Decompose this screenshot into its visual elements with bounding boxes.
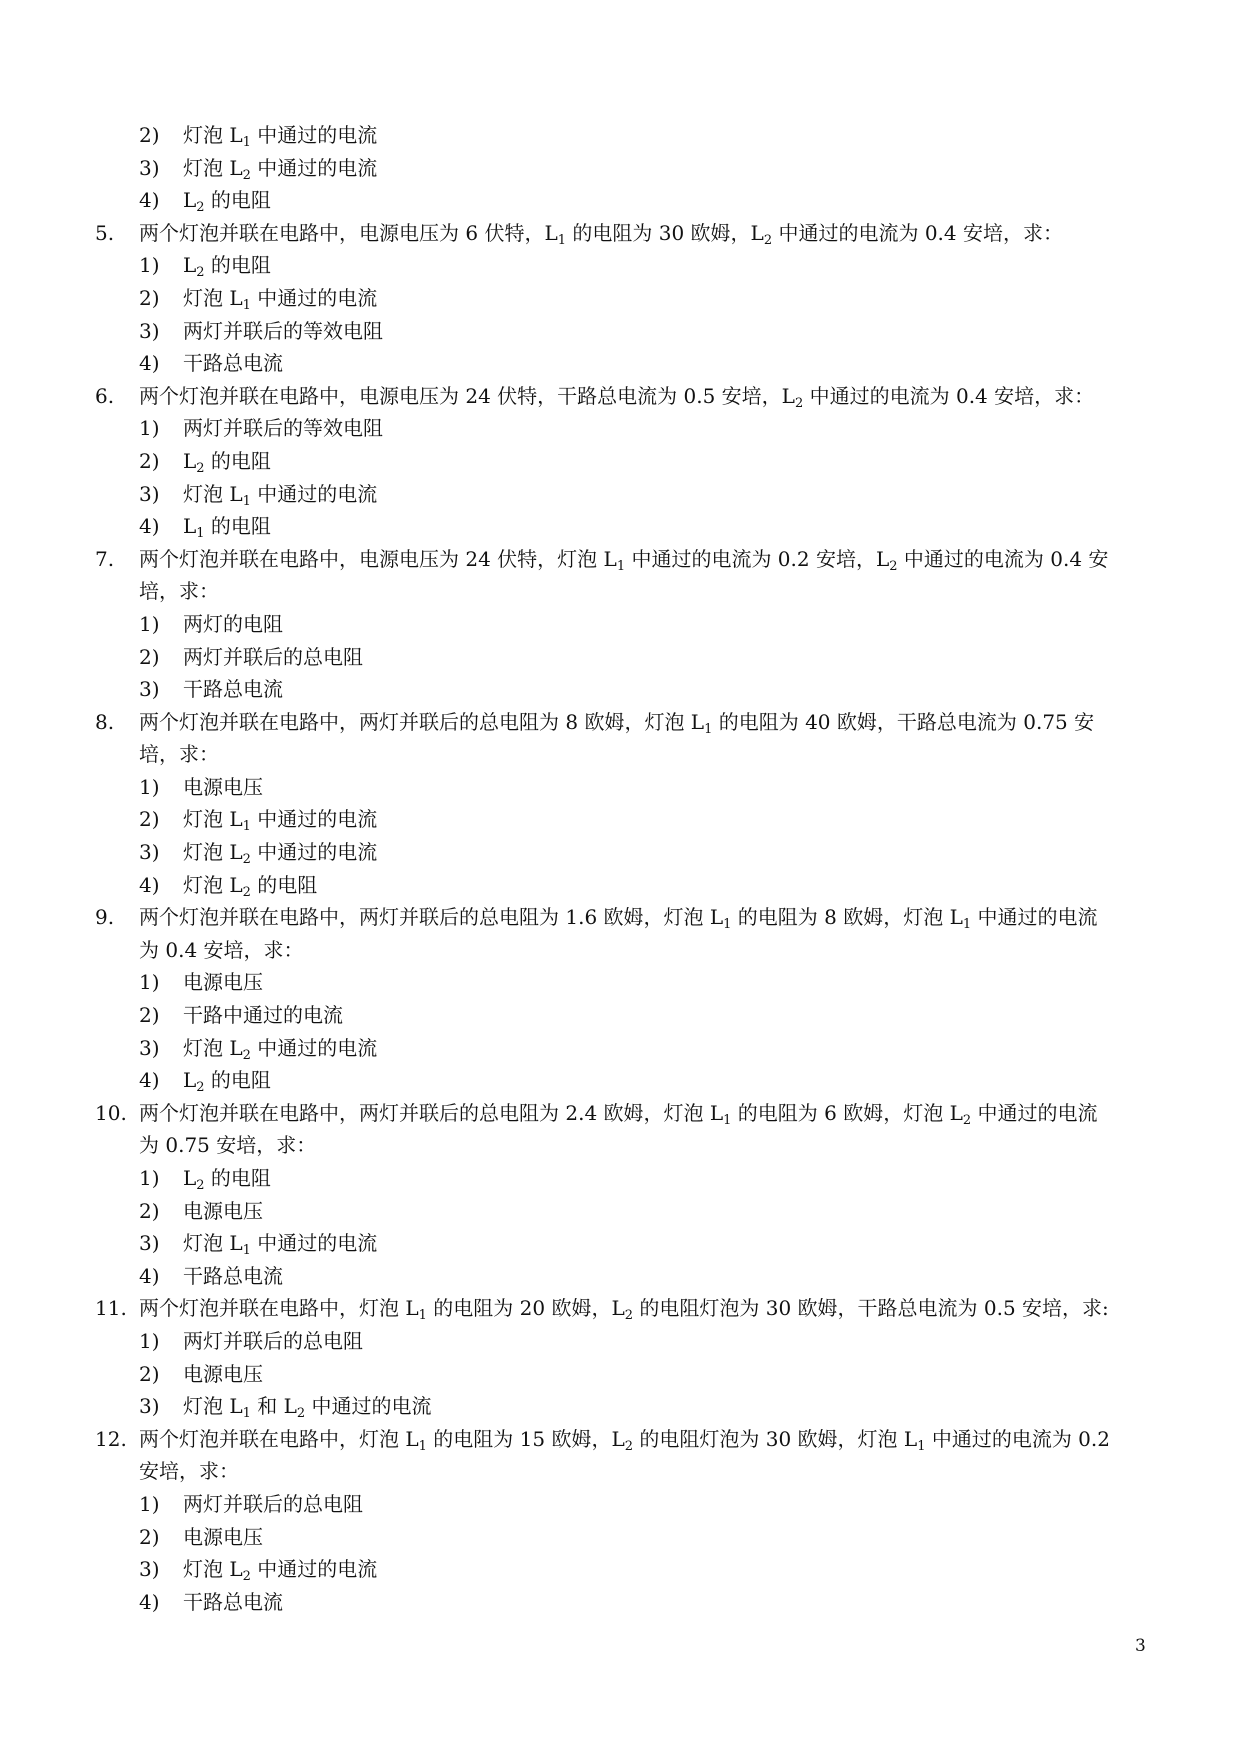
problem-11 xyxy=(95,1292,1150,1422)
problem-number: 11. xyxy=(95,1296,127,1321)
problem-number: 6. xyxy=(95,383,115,408)
problem-statement: 6. 两个灯泡并联在电路中，电源电压为 24 伏特，干路总电流为 0.5 安培，$L_2$ 中通过的电流为 0.4 安培，求： xyxy=(95,380,1150,413)
list-item: 3) 两灯并联后的等效电阻 xyxy=(139,318,383,343)
problem-statement: 10. 两个灯泡并联在电路中，两灯并联后的总电阻为 2.4 欧姆，灯泡 $L_1$ 的电阻为 6 欧姆，灯泡 $L_2$ 中通过的电流 xyxy=(95,1097,1150,1130)
list-item: 4) 干路总电流 xyxy=(139,351,283,376)
list-item: 1) 电源电压 xyxy=(139,774,263,799)
list-item: 3) 灯泡 $L_1$ 中通过的电流 xyxy=(139,481,378,509)
problem-statement: 5. 两个灯泡并联在电路中，电源电压为 6 伏特，$L_1$ 的电阻为 30 欧姆，$L_2$ 中通过的电流为 0.4 安培，求： xyxy=(95,217,1150,250)
list-item: 3) 灯泡 $L_2$ 中通过的电流 xyxy=(139,155,378,183)
list-item: 4) $L_2$ 的电阻 xyxy=(139,1068,271,1096)
problem-10 xyxy=(95,1097,1150,1293)
problem-7 xyxy=(95,543,1150,706)
problem-statement: 7. 两个灯泡并联在电路中，电源电压为 24 伏特，灯泡 $L_1$ 中通过的电流为 0.2 安培，$L_2$ 中通过的电流为 0.4 安 xyxy=(95,543,1150,576)
problem-statement-continuation: 为 0.4 安培，求： xyxy=(139,937,304,962)
problem-9 xyxy=(95,901,1150,1097)
problem-list xyxy=(95,119,1150,1618)
list-item: 1) $L_2$ 的电阻 xyxy=(139,1166,271,1193)
page-number: 3 xyxy=(1135,1636,1146,1656)
list-item: 3) 灯泡 $L_2$ 中通过的电流 xyxy=(139,840,378,868)
problem-statement-continuation: 为 0.75 安培，求： xyxy=(139,1133,317,1158)
problem-6 xyxy=(95,380,1150,543)
problem-number: 7. xyxy=(95,546,115,571)
list-item: 2) 两灯并联后的总电阻 xyxy=(139,644,363,669)
list-item: 1) $L_2$ 的电阻 xyxy=(139,253,271,281)
list-item: 1) 两灯并联后的总电阻 xyxy=(139,1328,363,1353)
list-item: 2) 电源电压 xyxy=(139,1524,263,1549)
list-item: 2) 灯泡 $L_1$ 中通过的电流 xyxy=(139,807,378,835)
list-item: 2) 电源电压 xyxy=(139,1198,263,1223)
list-item: 1) 两灯并联后的总电阻 xyxy=(139,1491,363,1516)
problem-statement-continuation: 培，求： xyxy=(139,742,219,767)
problem-number: 9. xyxy=(95,905,115,930)
list-item: 3) 灯泡 $L_1$ 中通过的电流 xyxy=(139,1231,378,1259)
list-item: 2) $L_2$ 的电阻 xyxy=(139,448,271,476)
list-item: 1) 电源电压 xyxy=(139,970,263,995)
problem-statement: 9. 两个灯泡并联在电路中，两灯并联后的总电阻为 1.6 欧姆，灯泡 $L_1$ 的电阻为 8 欧姆，灯泡 $L_1$ 中通过的电流 xyxy=(95,901,1150,934)
list-item: 3) 干路总电流 xyxy=(139,677,283,702)
list-item: 3) 灯泡 $L_2$ 中通过的电流 xyxy=(139,1035,378,1063)
problem-5 xyxy=(95,217,1150,380)
list-item: 1) 两灯的电阻 xyxy=(139,611,283,636)
list-item: 4) 灯泡 $L_2$ 的电阻 xyxy=(139,872,318,900)
problem-statement-continuation: 培，求： xyxy=(139,579,219,604)
problem-12 xyxy=(95,1423,1150,1619)
problem-statement-continuation: 安培，求： xyxy=(139,1459,239,1484)
problem-statement: 8. 两个灯泡并联在电路中，两灯并联后的总电阻为 8 欧姆，灯泡 $L_1$ 的电阻为 40 欧姆，干路总电流为 0.75 安 xyxy=(95,706,1150,739)
problem-4-continuation xyxy=(95,119,1150,217)
problem-statement: 11. 两个灯泡并联在电路中，灯泡 $L_1$ 的电阻为 20 欧姆，$L_2$ 的电阻灯泡为 30 欧姆，干路总电流为 0.5 安培，求: xyxy=(95,1292,1150,1325)
list-item: 3) 灯泡 $L_1$ 和 $L_2$ 中通过的电流 xyxy=(139,1394,432,1422)
list-item: 2) 灯泡 $L_1$ 中通过的电流 xyxy=(139,285,378,313)
list-item: 2) 电源电压 xyxy=(139,1361,263,1386)
list-item: 4) 干路总电流 xyxy=(139,1263,283,1288)
problem-number: 12. xyxy=(95,1426,127,1451)
problem-number: 8. xyxy=(95,709,115,734)
problem-statement: 12. 两个灯泡并联在电路中，灯泡 $L_1$ 的电阻为 15 欧姆，$L_2$ 的电阻灯泡为 30 欧姆，灯泡 $L_1$ 中通过的电流为 0.2 xyxy=(95,1423,1150,1456)
list-item: 1) 两灯并联后的等效电阻 xyxy=(139,416,383,441)
list-item: 4) $L_1$ 的电阻 xyxy=(139,514,271,542)
list-item: 2) 干路中通过的电流 xyxy=(139,1003,343,1028)
list-item: 4) $L_2$ 的电阻 xyxy=(139,188,271,216)
problem-number: 10. xyxy=(95,1100,127,1125)
list-item: 4) 干路总电流 xyxy=(139,1589,283,1614)
list-item: 3) 灯泡 $L_2$ 中通过的电流 xyxy=(139,1557,378,1585)
list-item: 2) 灯泡 $L_1$ 中通过的电流 xyxy=(139,123,378,150)
problem-number: 5. xyxy=(95,220,115,245)
problem-8 xyxy=(95,706,1150,902)
